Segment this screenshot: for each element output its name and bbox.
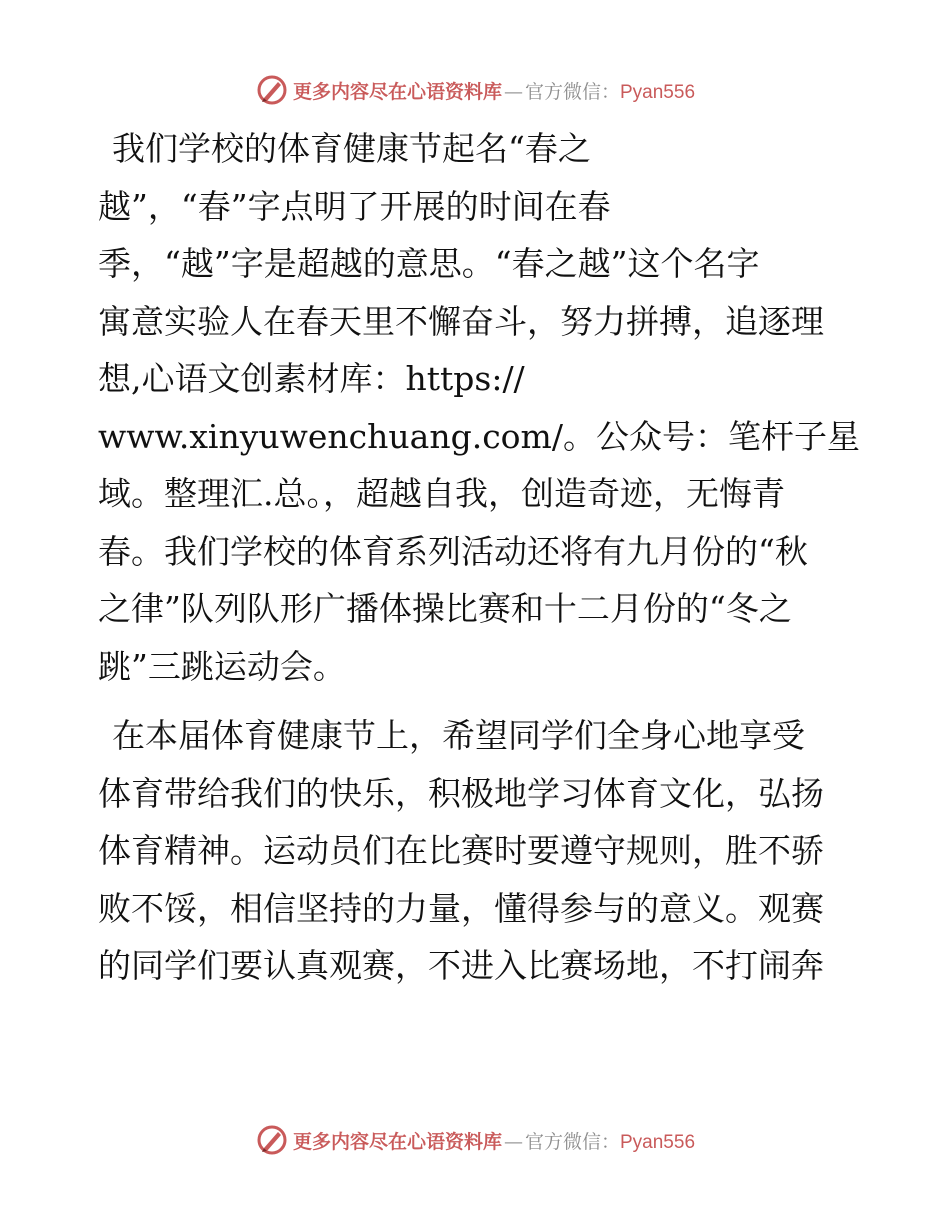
text-line: 想,心语文创素材库：https:// — [98, 359, 525, 398]
watermark-separator: — — [503, 80, 523, 103]
text-line: 季，“越”字是超越的意思。“春之越”这个名字 — [98, 244, 760, 283]
text-line: 跳”三跳运动会。 — [98, 646, 346, 686]
red-pen-circle-icon — [255, 73, 289, 107]
paragraph-1 — [98, 120, 858, 695]
watermark-main-text: 更多内容尽在心语资料库 — [292, 1130, 502, 1153]
header-watermark — [0, 70, 950, 110]
text-line: 域。整理汇.总。，超越自我，创造奇迹，无悔青 — [98, 474, 785, 513]
watermark-main-text: 更多内容尽在心语资料库 — [292, 80, 502, 103]
text-line: 败不馁，相信坚持的力量，懂得参与的意义。观赛 — [98, 888, 824, 928]
text-line: 越”，“春”字点明了开展的时间在春 — [98, 186, 611, 226]
text-line: 寓意实验人在春天里不懈奋斗，努力拼搏，追逐理 — [98, 301, 824, 341]
watermark-wechat-label: 官方微信： — [524, 80, 620, 103]
text-line: www.xinyuwenchuang.com/。公众号：笔杆子星 — [98, 416, 860, 456]
text-line: 体育带给我们的快乐，积极地学习体育文化，弘扬 — [98, 773, 824, 813]
footer-watermark — [0, 1120, 950, 1160]
text-line: 在本届体育健康节上，希望同学们全身心地享受 — [112, 716, 805, 755]
watermark-wechat-id: Pyan556 — [620, 1131, 696, 1153]
text-line: 之律”队列队形广播体操比赛和十二月份的“冬之 — [98, 589, 792, 628]
text-line: 我们学校的体育健康节起名“春之 — [112, 129, 591, 168]
document-body — [98, 120, 858, 995]
watermark-separator: — — [503, 1130, 523, 1153]
watermark-wechat-label: 官方微信： — [524, 1130, 620, 1153]
text-line: 春。我们学校的体育系列活动还将有九月份的“秋 — [98, 531, 808, 571]
watermark-wechat-id: Pyan556 — [620, 81, 696, 103]
paragraph-2 — [98, 707, 858, 995]
text-line: 的同学们要认真观赛，不进入比赛场地，不打闹奔 — [98, 946, 824, 985]
red-pen-circle-icon — [255, 1123, 289, 1157]
text-line: 体育精神。运动员们在比赛时要遵守规则，胜不骄 — [98, 831, 824, 870]
